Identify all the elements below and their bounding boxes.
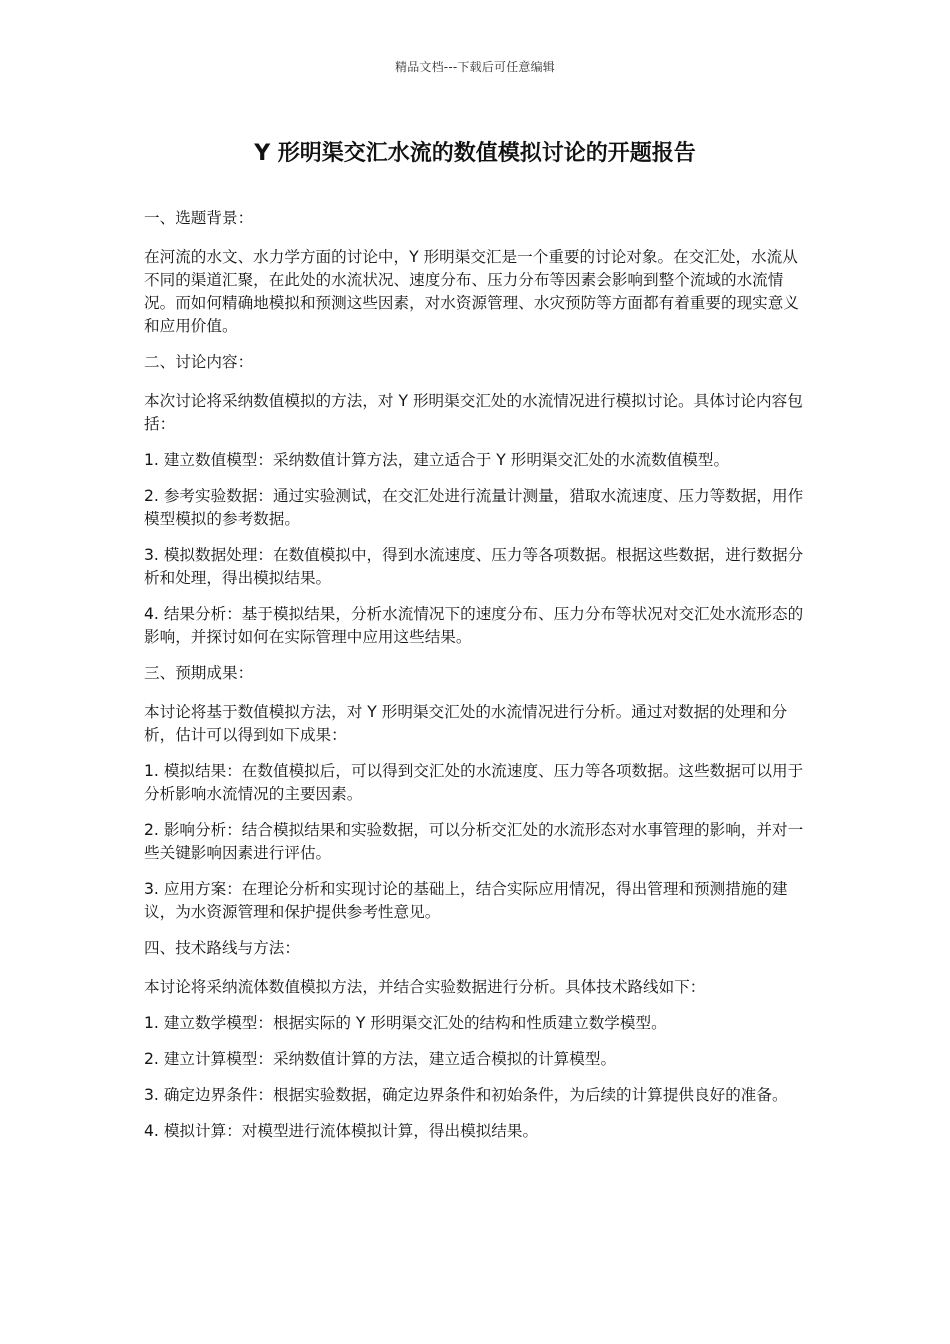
- list-item-methods-3: 3. 确定边界条件：根据实验数据，确定边界条件和初始条件，为后续的计算提供良好的准备。: [144, 1086, 788, 1104]
- list-item-methods-4: 4. 模拟计算：对模型进行流体模拟计算，得出模拟结果。: [144, 1122, 539, 1140]
- paragraph-results-intro: 本讨论将基于数值模拟方法，对 Y 形明渠交汇处的水流情况进行分析。通过对数据的处理和分析，估计可以得到如下成果：: [144, 703, 788, 744]
- section-heading-content: 二、讨论内容：: [144, 353, 254, 371]
- paragraph-methods-intro: 本讨论将采纳流体数值模拟方法，并结合实验数据进行分析。具体技术路线如下：: [144, 978, 706, 996]
- list-item-results-3: 3. 应用方案：在理论分析和实现讨论的基础上，结合实际应用情况，得出管理和预测措施的建议，为水资源管理和保护提供参考性意见。: [144, 880, 788, 921]
- section-heading-results: 三、预期成果：: [144, 664, 254, 682]
- section-heading-methods: 四、技术路线与方法：: [144, 939, 300, 957]
- list-item-content-2: 2. 参考实验数据：通过实验测试，在交汇处进行流量计测量，猎取水流速度、压力等数据，用作模型模拟的参考数据。: [144, 487, 804, 528]
- document-body: [144, 207, 804, 1156]
- paragraph-background: 在河流的水文、水力学方面的讨论中，Y 形明渠交汇是一个重要的讨论对象。在交汇处，水流从不同的渠道汇聚，在此处的水流状况、速度分布、压力分布等因素会影响到整个流域的水流情况。而如何精确地模拟和预测这些因素，对水资源管理、水灾预防等方面都有着重要的现实意义和应用价值。: [144, 248, 799, 335]
- list-item-methods-1: 1. 建立数学模型：根据实际的 Y 形明渠交汇处的结构和性质建立数学模型。: [144, 1014, 667, 1032]
- document-title: Y 形明渠交汇水流的数值模拟讨论的开题报告: [254, 141, 696, 166]
- header-note: 精品文档---下载后可任意编辑: [395, 60, 555, 74]
- list-item-content-4: 4. 结果分析：基于模拟结果，分析水流情况下的速度分布、压力分布等状况对交汇处水流形态的影响，并探讨如何在实际管理中应用这些结果。: [144, 605, 804, 646]
- list-item-results-2: 2. 影响分析：结合模拟结果和实验数据，可以分析交汇处的水流形态对水事管理的影响，并对一些关键影响因素进行评估。: [144, 821, 804, 862]
- list-item-content-3: 3. 模拟数据处理：在数值模拟中，得到水流速度、压力等各项数据。根据这些数据，进行数据分析和处理，得出模拟结果。: [144, 546, 804, 587]
- list-item-methods-2: 2. 建立计算模型：采纳数值计算的方法，建立适合模拟的计算模型。: [144, 1050, 617, 1068]
- paragraph-content-intro: 本次讨论将采纳数值模拟的方法，对 Y 形明渠交汇处的水流情况进行模拟讨论。具体讨论内容包括：: [144, 392, 803, 433]
- list-item-results-1: 1. 模拟结果：在数值模拟后，可以得到交汇处的水流速度、压力等各项数据。这些数据可以用于分析影响水流情况的主要因素。: [144, 762, 804, 803]
- section-heading-background: 一、选题背景：: [144, 209, 254, 227]
- list-item-content-1: 1. 建立数值模型：采纳数值计算方法，建立适合于 Y 形明渠交汇处的水流数值模型。: [144, 451, 730, 469]
